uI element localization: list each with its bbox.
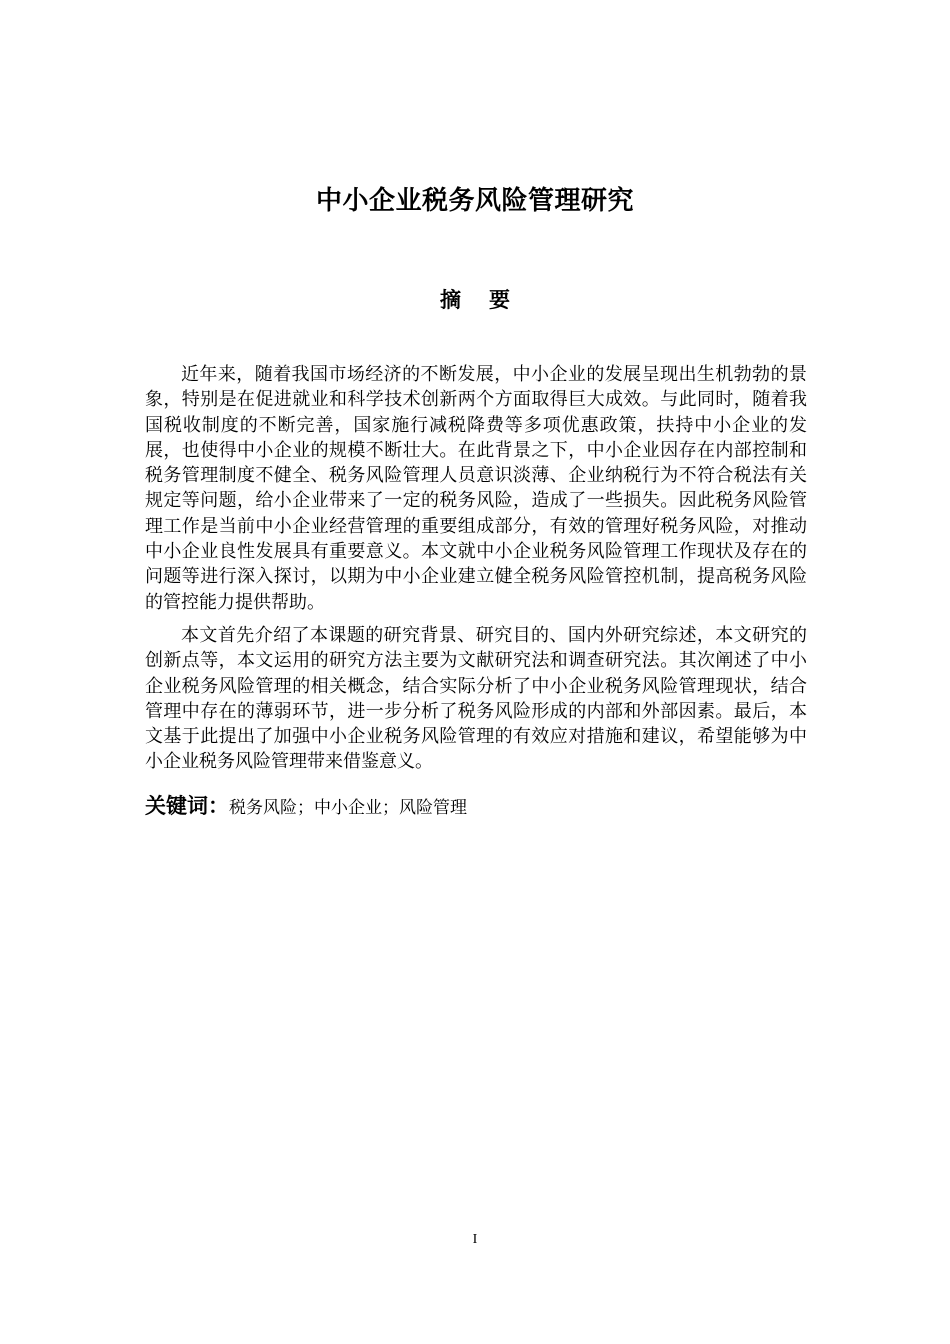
keywords-line [145, 792, 807, 822]
page-number: I [472, 1232, 478, 1247]
document-title: 中小企业税务风险管理研究 [315, 186, 634, 216]
abstract-heading: 摘要 [440, 288, 538, 312]
keywords-value: 税务风险；中小企业；风险管理 [229, 798, 467, 818]
abstract-paragraph-1: 近年来，随着我国市场经济的不断发展，中小企业的发展呈现出生机勃勃的景象，特别是在促进就业和科学技术创新两个方面取得巨大成效。与此同时，随着我国税收制度的不断完善，国家施行减税降费等多项优惠政策，扶持中小企业的发展，也使得中小企业的规模不断壮大。在此背景之下，中小企业因存在内部控制和税务管理制度不健全、税务风险管理人员意识淡薄、企业纳税行为不符合税法有关规定等问题，给小企业带来了一定的税务风险，造成了一些损失。因此税务风险管理工作是当前中小企业经营管理的重要组成部分，有效的管理好税务风险，对推动中小企业良性发展具有重要意义。本文就中小企业税务风险管理工作现状及存在的问题等进行深入探讨，以期为中小企业建立健全税务风险管控机制，提高税务风险的管控能力提供帮助。 [145, 364, 807, 613]
keywords-label: 关键词： [145, 794, 229, 818]
abstract-paragraph-2: 本文首先介绍了本课题的研究背景、研究目的、国内外研究综述，本文研究的创新点等，本文运用的研究方法主要为文献研究法和调查研究法。其次阐述了中小企业税务风险管理的相关概念，结合实际分析了中小企业税务风险管理现状，结合管理中存在的薄弱环节，进一步分析了税务风险形成的内部和外部因素。最后，本文基于此提出了加强中小企业税务风险管理的有效应对措施和建议，希望能够为中小企业税务风险管理带来借鉴意义。 [145, 624, 807, 773]
abstract-body [145, 362, 807, 775]
